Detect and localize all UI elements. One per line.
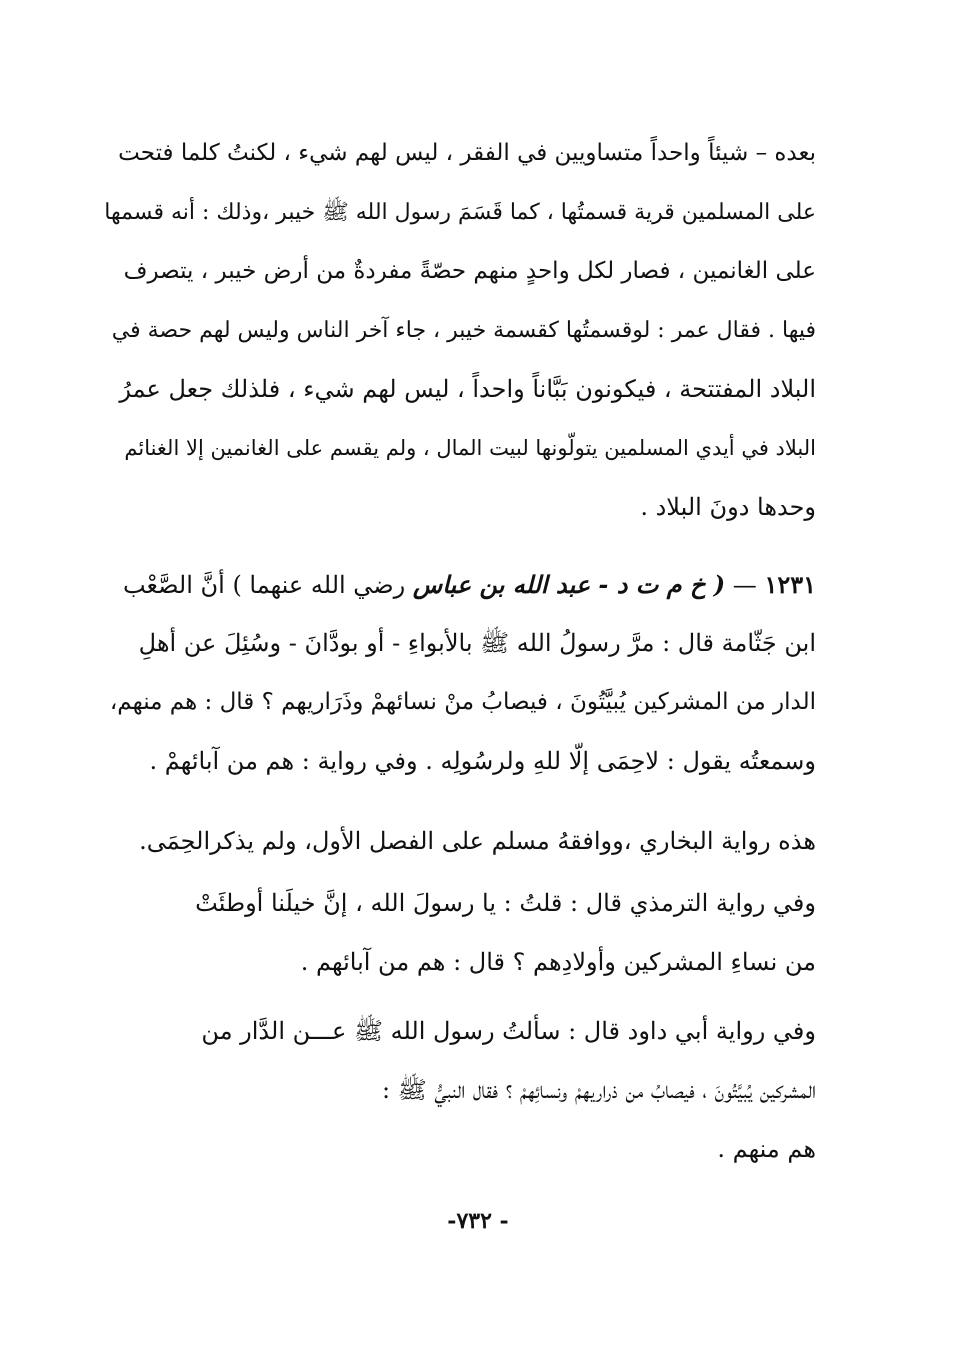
paragraph-abu-dawud-narration [100,1002,816,1179]
text-line: بعده – شيئاً واحداً متساويين في الفقر ، ليس لهم شيء ، لكنتُ كلما فتحت [118,140,816,166]
text-line: وفي رواية أبي داود قال : سألتُ رسول الله ﷺ عـــن الدَّار من [201,1017,816,1045]
paragraph-tirmidhi-narration [100,874,816,992]
text-line: البلاد في أيدي المسلمين يتولّونها لبيت المال ، ولم يقسم على الغانمين إلا الغنائم [124,436,816,460]
text-line: فيها . فقال عمر : لوقسمتُها كقسمة خيبر ، جاء آخر الناس وليس لهم حصة في [111,318,816,343]
paragraph-bukhari-note [100,812,816,871]
text-segment: رضي الله عنهما ) أنَّ الصَّعْب [122,571,406,599]
text-line: من نساءِ المشركين وأولادِهم ؟ قال : هم من آبائهم . [300,948,816,976]
text-line: وسمعتُه يقول : لاحِمَى إلّا للهِ ولرسُولِه . وفي رواية : هم من آبائهمْ . [149,747,816,775]
paragraph-commentary [100,124,816,537]
hadith-sources-sigla: ( خ م ت د - عبد الله بن عباس [412,570,726,599]
text-line: البلاد المفتتحة ، فيكونون بَبَّاناً واحداً ، ليس لهم شيء ، فلذلك جعل عمرُ [119,375,816,403]
page-number: - ٧٣٢- [447,1208,509,1234]
hadith-entry [100,555,816,791]
text-line: هذه رواية البخاري ،ووافقهُ مسلم على الفصل الأول، ولم يذكرالحِمَى. [139,827,816,855]
text-line: الدار من المشركين يُبيَّتُونَ ، فيصابُ منْ نسائهمْ وذَرَاريهم ؟ قال : هم منهم، [109,689,816,715]
text-line: المشركين يُبيَّتُونَ ، فيصابُ من ذراريهمْ ونسائِهمْ ؟ فقال النبيُّ ﷺ : [382,1076,816,1104]
text-line: على المسلمين قرية قسمتُها ، كما قَسَمَ رسول الله ﷺ خيبر ،وذلك : أنه قسمها [104,200,816,225]
hadith-number: ١٢٣١ [764,570,816,599]
hadith-heading-line [100,555,816,614]
text-line: على الغانمين ، فصار لكل واحدٍ منهم حصّةً مفردةٌ من أرض خيبر ، يتصرف [123,258,816,284]
text-line: هم منهم . [717,1135,816,1163]
dash: — [725,571,757,599]
text-line: وفي رواية الترمذي قال : قلتُ : يا رسولَ الله ، إنَّ خيلَنا أوطئَتْ [195,889,816,917]
text-line: ابن جَثّامة قال : مرَّ رسولُ الله ﷺ بالأبواءِ - أو بودَّانَ - وسُئِلَ عن أهلِ [138,629,816,657]
text-line: وحدها دونَ البلاد . [640,493,816,521]
